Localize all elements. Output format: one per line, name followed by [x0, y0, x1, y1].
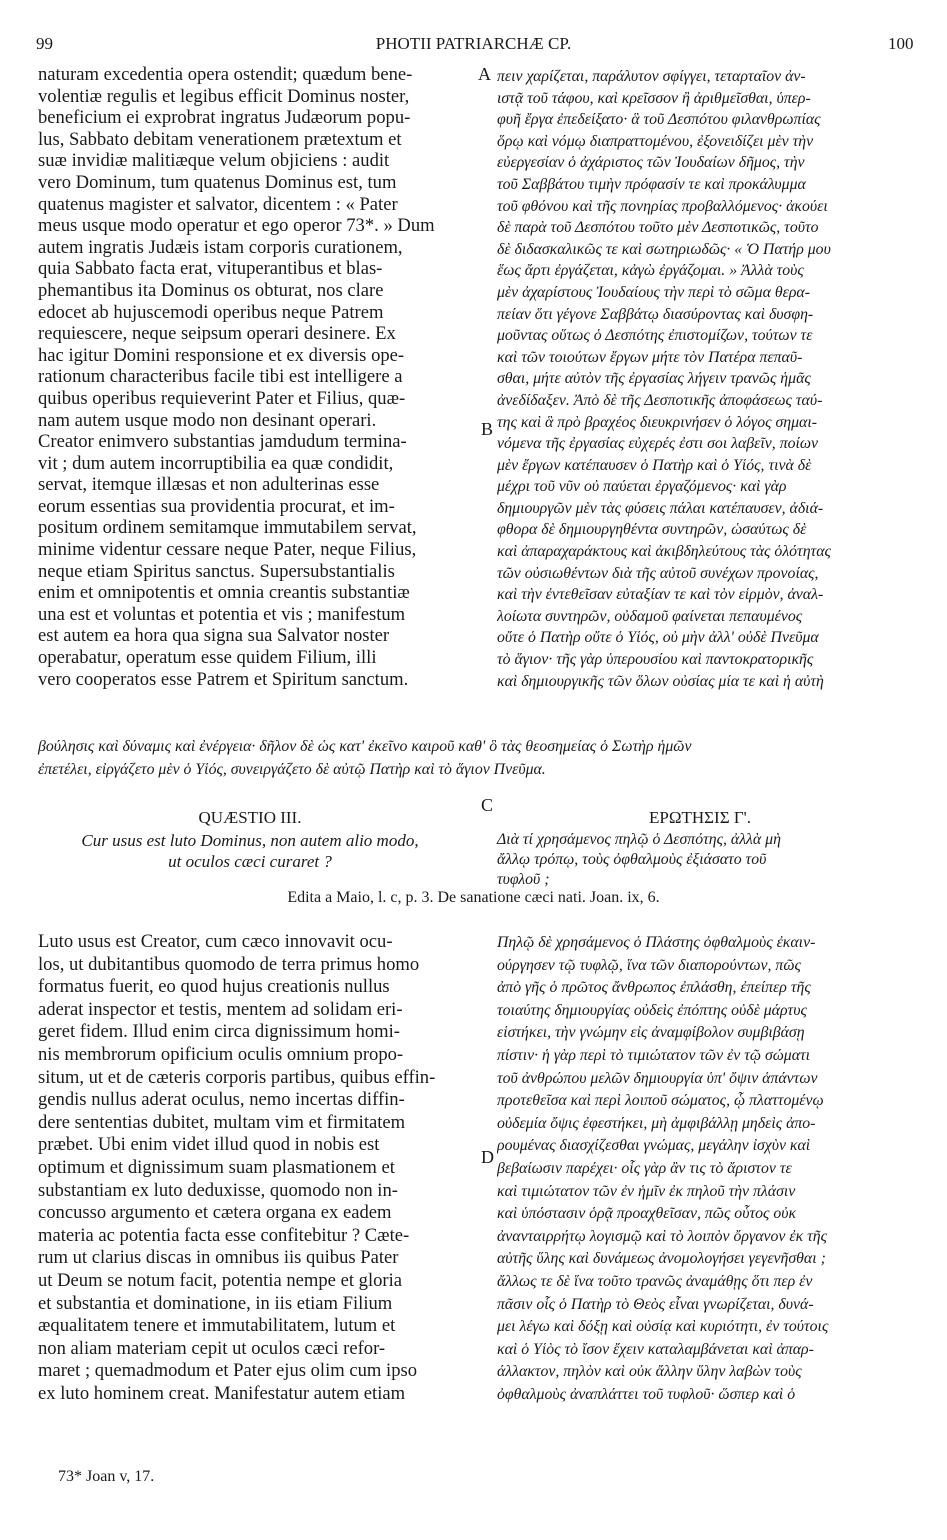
text-line: τοιαύτης δημιουργίας οὐδεὶς ἐπόπτης οὐδὲ μάρτυς	[497, 1001, 807, 1019]
text-line: φυῆ ἔργα ἐπεδείξατο· ἃ τοῦ Δεσπότου φιλανθρωπίας	[497, 111, 821, 129]
text-line: materia ac potentia facta esse confitebitur ? Cæte-	[38, 1224, 410, 1246]
text-line: eorum essentias sua providentia procurat, et im-	[38, 495, 395, 517]
text-line: rum ut clarius discas in omnibus iis quibus Pater	[38, 1247, 399, 1269]
text-line: ρουμένας διασχίζεσθαι γνώμας, μεγάλην ἰσχὺν καὶ	[497, 1137, 811, 1155]
text-line: φθορα δὲ δημιουργηθέντα συντηρῶν, ὡσαύτως δὲ	[497, 521, 807, 539]
text-line: neque etiam Spiritus sanctus. Supersubstantialis	[38, 560, 395, 582]
text-line: vero cooperatos esse Patrem et Spiritum sanctum.	[38, 668, 409, 690]
question-subtitle-line: ἄλλῳ τρόπῳ, τοὺς ὀφθαλμοὺς ἐξιάσατο τοῦ	[497, 851, 767, 868]
greek-text-bottom	[497, 932, 917, 1406]
text-line: οὐδεμία ὄψις ἐφεστήκει, μὴ ἀμφιβάλλῃ μηδεὶς ἀπο-	[497, 1114, 816, 1132]
text-line: μει λέγω καὶ δόξῃ καὶ οὐσίᾳ καὶ κυριότητι, ἐν τούτοις	[497, 1318, 829, 1336]
text-line: Πηλῷ δὲ χρησάμενος ὁ Πλάστης ὀφθαλμοὺς ἐκαιν-	[497, 934, 816, 951]
text-line: non aliam materiam cepit ut oculos cæci refor-	[38, 1337, 386, 1359]
text-line: los, ut dubitantibus quomodo de terra primus homo	[38, 953, 420, 975]
text-line: μὲν ἀχαρίστους Ἰουδαίους τὴν περὶ τὸ σῶμα θερα-	[497, 283, 810, 301]
text-line: operabatur, operatum esse quidem Filium, illi	[38, 647, 377, 669]
text-line: μὲν ἔργων κατέπαυσεν ὁ Πατὴρ καὶ ὁ Υἱός, τινὰ δὲ	[497, 456, 812, 474]
text-line: quibus operibus requieverint Pater et Filius, quæ-	[38, 387, 406, 409]
text-line: καὶ ὑπόστασιν ὁρᾷ προαχθεῖσαν, πῶς οὗτος οὐκ	[497, 1205, 797, 1223]
text-line: est autem ea hora qua signa sua Salvator noster	[38, 625, 390, 647]
text-line: δημιουργῶν μὲν τὰς φύσεις πάλαι κατέπαυσεν, ἀδιά-	[497, 499, 824, 517]
text-line: τοῦ Σαββάτου τιμὴν πρόφασίν τε καὶ προκάλυμμα	[497, 175, 806, 193]
text-line: concusso argumento et cætera organa ex eadem	[38, 1202, 392, 1224]
text-line: αὐτῆς ὕλης καὶ δυνάμεως ἀνομολογήσει γεγενῆσθαι ;	[497, 1250, 826, 1268]
text-line: phemantibus ita Dominus os obturat, nos clare	[38, 279, 384, 301]
text-line: άλλακτον, πηλὸν καὶ οὐκ ἄλλην ὕλην λαβὼν τοὺς	[497, 1363, 802, 1381]
text-line: una est et voluntas et potentia et vis ; manifestum	[38, 603, 406, 625]
text-line: ἀνανταιρρήτῳ λογισμῷ καὶ τὸ λοιπὸν ὄργανον ἐκ τῆς	[497, 1227, 828, 1245]
text-line: vit ; dum autem incorruptibilia ea quæ condidit,	[38, 452, 394, 474]
text-line: dere sententias dubitet, multam vim et firmitatem	[38, 1111, 406, 1133]
text-line: enim et omnipotentis et omnia creantis substantiæ	[38, 582, 410, 604]
edition-note: Edita a Maio, l. c, p. 3. De sanatione cæci nati. Joan. ix, 6.	[287, 889, 660, 906]
text-line: μοῦντας οὕτως ὁ Δεσπότης ἐπιστομίζων, τούτων τε	[497, 327, 813, 345]
text-line: τοῦ φθόνου καὶ τῆς πονηρίας προβαλλόμενος· ἀκούει	[497, 197, 828, 215]
text-line: δὲ διδασκαλικῶς τε καὶ σωτηριωδῶς· « Ὁ Πατήρ μου	[497, 240, 831, 258]
text-line: ἀπὸ γῆς ὁ πρῶτος ἄνθρωπος ἐπλάσθη, ἐπείπερ τῆς	[497, 979, 811, 997]
text-line: ἄλλως τε δὲ ἵνα τοῦτο τρανῶς ἀναμάθῃς ὅτι περ ἐν	[497, 1272, 813, 1290]
text-line: ut Deum se notum facit, potentia nempe et gloria	[38, 1269, 403, 1291]
text-line: Creator enimvero substantias jamdudum termina-	[38, 431, 407, 453]
text-line: nam autem usque modo non desinant operari.	[38, 409, 377, 431]
text-line: naturam excedentia opera ostendit; quædum bene-	[38, 64, 413, 85]
text-line: της καὶ ἃ πρὸ βραχέος διευκρινήσεν ὁ λόγος σημαι-	[497, 413, 817, 431]
text-line: gendis nullus aderat oculus, nemo incertas diffin-	[38, 1089, 405, 1111]
text-line: ιστᾷ τοῦ τάφου, καὶ κρεῖσσον ἢ ἀριθμεῖσθαι, ὑπερ-	[497, 89, 811, 107]
text-line: καὶ τιμιώτατον τῶν ἐν ἡμῖν ἐκ πηλοῦ τὴν πλάσιν	[497, 1182, 796, 1200]
text-line: λοίωτα συντηρῶν, οὐδαμοῦ φαίνεται πεπαυμένος	[497, 607, 803, 625]
text-line: πίστιν· ἡ γὰρ περὶ τὸ τιμιώτατον τῶν ἐν τῷ σώματι	[497, 1046, 811, 1064]
text-line: æqualitatem tenere et immutabilitatem, lutum et	[38, 1315, 396, 1337]
text-line: optimum et dignissimum suam plasmationem et	[38, 1156, 395, 1178]
text-line: et substantia et dominatione, in iis etiam Filium	[38, 1292, 393, 1314]
text-line: præbet. Ubi enim videt illud quod in nobis est	[38, 1134, 380, 1156]
text-line: lus, Sabbato debitam venerationem prætextum et	[38, 128, 402, 150]
text-line: καὶ ὁ Υἱὸς τὸ ἴσον ἔχειν καταλαμβάνεται καὶ ἀπαρ-	[497, 1340, 814, 1358]
text-line: οὔτε ὁ Πατὴρ οὔτε ὁ Υἱός, οὐ μὴν ἀλλ' οὐδὲ Πνεῦμα	[497, 629, 819, 647]
text-line: ούργησεν τῷ τυφλῷ, ἵνα τῶν διαπορούντων, πῶς	[497, 956, 801, 974]
question-subtitle-line: Cur usus est luto Dominus, non autem alio modo,	[81, 831, 419, 850]
question-title-greek: ΕΡΩΤΗΣΙΣ Γ'.	[649, 808, 751, 827]
question-title-latin: QUÆSTIO III.	[198, 808, 302, 827]
text-line: καὶ τὴν ἐντεθεῖσαν εὐταξίαν τε καὶ τὸν εἱρμὸν, ἀναλ-	[497, 586, 824, 604]
page-number-left: 99	[36, 34, 53, 53]
text-line: aderat inspector et testis, mentem ad solidam eri-	[38, 998, 403, 1020]
question-subtitle-line: Διὰ τί χρησάμενος πηλῷ ὁ Δεσπότης, ἀλλὰ μὴ	[497, 831, 781, 848]
text-line: formatus fuerit, eo quod hujus creationis nullus	[38, 976, 390, 998]
text-line: volentiæ regulis et legibus efficit Dominus noster,	[38, 85, 410, 107]
text-line: substantiam ex luto deduxisse, quomodo non in-	[38, 1179, 398, 1201]
text-line: καὶ δημιουργικῆς τῶν ὅλων οὐσίας μία τε καὶ ἡ αὐτὴ	[497, 672, 824, 690]
margin-marker-d: D	[481, 1147, 494, 1167]
text-line: βεβαίωσιν παρέχει· οἷς γὰρ ἂν τις τὸ ἄριστον τε	[497, 1159, 792, 1177]
text-line: vero Dominum, tum quatenus Dominus est, tum	[38, 171, 397, 193]
text-line: quia Sabbato facta erat, vituperantibus et blas-	[38, 258, 383, 280]
text-line: νόμενα τῆς ἐργασίας εὐχερές ἐστι σοι λαβεῖν, ποίων	[497, 435, 819, 453]
question-subtitle-line: τυφλοῦ ;	[497, 871, 550, 888]
text-line: ὀφθαλμοὺς ἀναπλάττει τοῦ τυφλοῦ· ὥσπερ καὶ ὁ	[497, 1385, 796, 1403]
text-line: minime videntur cessare neque Pater, neque Filius,	[38, 539, 417, 561]
text-line: quatenus magister et salvator, dicentem : « Pater	[38, 193, 398, 215]
greek-full-width-line: βούλησις καὶ δύναμις καὶ ἐνέργεια· δῆλον δὲ ὡς κατ' ἐκεῖνο καιροῦ καθ' ὃ τὰς θεοσημείας ὁ Σωτὴρ ἡμῶν	[38, 738, 692, 755]
question-subtitle-greek	[497, 830, 917, 890]
footnote: 73* Joan v, 17.	[58, 1468, 155, 1485]
text-line: hac igitur Domini responsione et ex diversis ope-	[38, 344, 405, 366]
text-line: τοῦ ἀνθρώπου μελῶν δημιουργία ὑπ' ὄψιν ἁπάντων	[497, 1069, 818, 1087]
text-line: meus usque modo operatur et ego operor 73*. » Dum	[38, 215, 435, 237]
text-line: πᾶσιν οἷς ὁ Πατὴρ τὸ Θεὸς εἶναι γνωρίζεται, δυνά-	[497, 1295, 814, 1313]
text-line: τῶν οὐσιωθέντων διὰ τῆς αὐτοῦ συνέχων προνοίας,	[497, 564, 819, 582]
margin-marker-c: C	[481, 795, 494, 815]
text-line: Luto usus est Creator, cum cæco innovavit ocu-	[38, 931, 393, 952]
text-line: προτεθεῖσα καὶ περὶ λοιποῦ σώματος, ᾧ πλαττομένῳ	[497, 1092, 824, 1110]
text-line: suæ invidiæ malitiæque velum objiciens : audit	[38, 150, 390, 172]
text-line: servat, itemque illæsas et non adulterinas esse	[38, 474, 380, 496]
question-subtitle-latin	[40, 830, 460, 872]
text-line: ἕως ἄρτι ἐργάζεται, κἀγὼ ἐργάζομαι. » Ἀλλὰ τοὺς	[497, 262, 804, 280]
latin-text-top	[38, 64, 474, 690]
text-line: nis membrorum opificium oculis omnium propo-	[38, 1043, 404, 1065]
greek-text-top	[497, 66, 917, 692]
text-line: σθαι, μήτε αὐτὸν τῆς ἐργασίας λήγειν τρανῶς ἡμᾶς	[497, 370, 811, 388]
text-line: ὅρῳ καὶ νόμῳ διαπραττομένου, ἐξονειδίζει μὲν τὴν	[497, 132, 814, 150]
text-line: geret fidem. Illud enim circa dignissimum homi-	[38, 1021, 400, 1043]
text-line: edocet ab hujuscemodi operibus neque Patrem	[38, 301, 384, 323]
text-line: δὲ παρὰ τοῦ Δεσπότου τοῦτο μὲν Δεσποτικῶς, τοῦτο	[497, 219, 819, 237]
text-line: maret ; quemadmodum et Pater ejus olim cum ipso	[38, 1360, 418, 1382]
text-line: μέχρι τοῦ νῦν οὐ παύεται ἐργαζόμενος· καὶ γὰρ	[497, 478, 787, 496]
question-subtitle-line: ut oculos cæci curaret ?	[168, 852, 332, 871]
margin-marker-a: A	[478, 64, 491, 84]
greek-full-width-line: ἐπετέλει, εἰργάζετο μὲν ὁ Υἱός, συνειργάζετο δὲ αὐτῷ Πατὴρ καὶ τὸ ἅγιον Πνεῦμα.	[38, 761, 546, 778]
text-line: ex luto hominem creat. Manifestatur autem etiam	[38, 1382, 406, 1404]
page-number-right: 100	[888, 34, 914, 53]
margin-marker-b: B	[481, 419, 494, 439]
running-title: PHOTII PATRIARCHÆ CP.	[375, 34, 572, 53]
text-line: εὐεργεσίαν ὁ ἀχάριστος τῶν Ἰουδαίων δῆμος, τὴν	[497, 154, 805, 172]
text-line: εἱστήκει, τὴν γνώμην εἰς ἀναμφίβολον συμβιβάσῃ	[497, 1024, 805, 1042]
text-line: positum ordinem semitamque immutabilem servat,	[38, 517, 417, 539]
text-line: situm, ut et de cæteris corporis partibus, quibus effin-	[38, 1066, 436, 1088]
text-line: καὶ ἀπαραχαράκτους καὶ ἀκιβδηλεύτους τὰς ὁλότητας	[497, 543, 831, 561]
text-line: requiescere, neque seipsum operari desinere. Ex	[38, 323, 396, 345]
latin-text-bottom	[38, 931, 474, 1405]
text-line: τὸ ἅγιον· τῆς γὰρ ὑπερουσίου καὶ παντοκρατορικῆς	[497, 651, 814, 669]
text-line: autem ingratis Judæis istam corporis curationem,	[38, 236, 403, 258]
text-line: καὶ τῶν τοιούτων ἔργων μήτε τὸν Πατέρα πεπαῦ-	[497, 348, 803, 366]
text-line: rationum characteribus facile tibi est intelligere a	[38, 366, 403, 388]
text-line: ἀνεδίδαξεν. Ἀπὸ δὲ τῆς Δεσποτικῆς ἀποφάσεως ταύ-	[497, 391, 823, 409]
text-line: πειν χαρίζεται, παράλυτον σφίγγει, τεταρταῖον ἀν-	[497, 68, 806, 85]
text-line: beneficium ei exprobrat ingratus Judæorum popu-	[38, 107, 411, 129]
text-line: πείαν ὅτι γέγονε Σαββάτῳ διασύροντας καὶ δυσφη-	[497, 305, 814, 323]
